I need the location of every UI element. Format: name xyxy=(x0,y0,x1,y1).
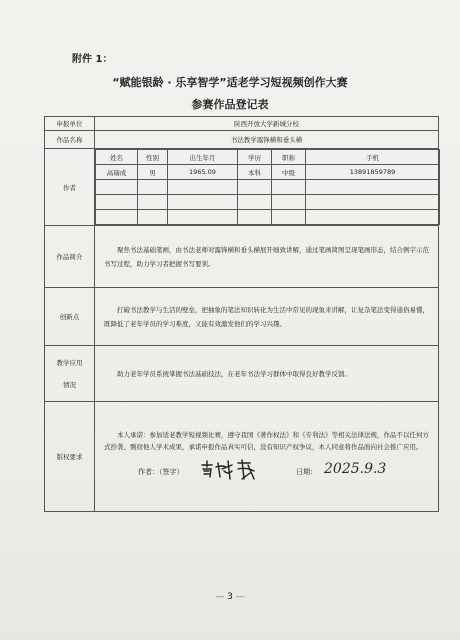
unit-label: 申报单位 xyxy=(45,117,95,131)
author-phone: 13891859789 xyxy=(306,165,440,180)
application-text xyxy=(95,346,439,402)
handwritten-date: 2025.9.3 xyxy=(324,460,387,477)
form-title: 参赛作品登记表 xyxy=(191,98,269,111)
sign-author-label: 作者：（签字） xyxy=(138,467,184,476)
application-label-line1: 教学应用 xyxy=(56,358,83,367)
author-header-phone: 手机 xyxy=(306,150,440,165)
signature-line xyxy=(98,460,435,485)
author-header-education: 学历 xyxy=(238,150,272,165)
author-empty-row-2 xyxy=(96,195,440,210)
author-empty-row-1 xyxy=(96,180,440,195)
author-birth: 1965.09 xyxy=(168,165,238,180)
page-number-value: 3 xyxy=(227,592,233,602)
author-header-birth: 出生年月 xyxy=(168,150,238,165)
author-table xyxy=(95,149,440,225)
row-innovation xyxy=(45,288,439,346)
innovation-label: 创新点 xyxy=(45,288,95,346)
intro-paragraph: 聚焦书法基础笔画，由书法老师对露锋横和垂头横展开细致讲解，通过笔画简图呈现笔画形态，结合例字示范书写过程，助力学习者把握书写要领。 xyxy=(104,245,429,268)
author-header-gender: 性别 xyxy=(138,150,168,165)
work-name-value: 书法教学露锋横和垂头横 xyxy=(95,131,439,149)
registration-form-table xyxy=(44,116,439,512)
date-label: 日期： xyxy=(296,467,317,476)
unit-value: 陕西开放大学新城分校 xyxy=(95,117,439,131)
work-name-label: 作品名称 xyxy=(45,131,95,149)
author-name: 高瑞成 xyxy=(96,165,138,180)
copyright-label: 版权要求 xyxy=(45,402,95,512)
application-paragraph: 助力老年学员系统掌握书法基础技法，在老年书法学习群体中取得良好教学反馈。 xyxy=(117,369,351,378)
application-label-line2: 情况 xyxy=(63,380,76,389)
author-data-row xyxy=(96,165,440,180)
intro-label: 作品简介 xyxy=(45,226,95,288)
author-gender: 男 xyxy=(138,165,168,180)
application-label xyxy=(45,346,95,402)
author-education: 本科 xyxy=(238,165,272,180)
row-author xyxy=(45,149,439,226)
row-unit xyxy=(45,117,439,131)
row-intro xyxy=(45,226,439,288)
copyright-paragraph: 本人承诺：参加适老教学短视频比赛，遵守我国《著作权法》和《专利法》等相关法律法规，作品不以任何方式抄袭、剽窃他人学术成果，承诺申报作品真实可信，没有知识产权争议，本人同意将作品面向社会推广应用。 xyxy=(104,430,429,451)
handwritten-signature xyxy=(198,457,258,483)
copyright-cell xyxy=(95,402,439,512)
contest-title: “赋能银龄 · 乐享智学”适老学习短视频创作大赛 xyxy=(112,76,348,89)
author-title: 中级 xyxy=(272,165,306,180)
innovation-paragraph: 打破书法教学与生活的壁垒，把抽象的笔法知识转化为生活中常见的现象来讲解，让复杂笔法变得通俗易懂，既降低了老年学员的学习难度，又能有效激发他们的学习兴趣。 xyxy=(104,305,429,328)
row-work-name xyxy=(45,131,439,149)
row-application xyxy=(45,346,439,402)
author-header-name: 姓名 xyxy=(96,150,138,165)
author-label: 作者 xyxy=(45,149,95,226)
author-empty-row-3 xyxy=(96,210,440,225)
row-copyright xyxy=(45,402,439,512)
innovation-text xyxy=(95,288,439,346)
author-header-title: 职称 xyxy=(272,150,306,165)
intro-text xyxy=(95,226,439,288)
annex-label: 附件 1： xyxy=(72,54,113,65)
page-number: — 3 — xyxy=(215,592,245,602)
author-cell xyxy=(95,149,439,226)
author-header-row xyxy=(96,150,440,165)
